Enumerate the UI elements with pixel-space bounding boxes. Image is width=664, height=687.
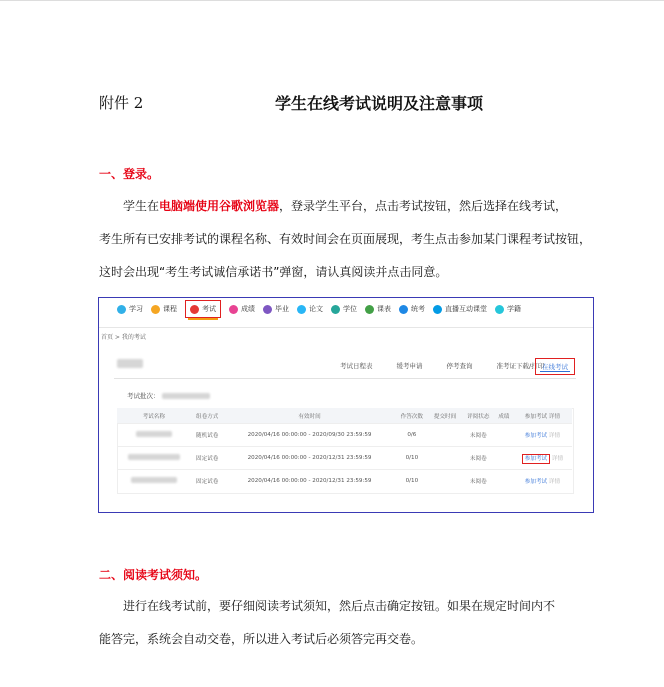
action-cell [513,447,572,470]
mode-cell: 固定试卷 [191,447,224,470]
blurred-course-name [128,454,180,460]
nav-label: 成绩 [241,305,255,313]
nav-item-9[interactable] [433,304,487,314]
nav-label: 统考 [411,305,425,313]
table-row [117,470,572,493]
batch-select[interactable] [162,393,210,399]
submit-time-cell [428,447,461,470]
nav-label: 学籍 [507,305,521,313]
course-icon [151,305,160,314]
submit-time-cell [428,424,461,447]
detail-link[interactable]: 详情 [547,479,561,485]
live-class-icon [433,305,442,314]
nav-label: 学习 [129,305,143,313]
exam-platform-screenshot [98,297,594,513]
nav-item-4[interactable] [263,304,289,314]
table-body [117,424,572,493]
join-exam-link[interactable]: 参加考试 [524,479,548,485]
valid-time-cell: 2020/04/16 00:00:00 - 2020/12/31 23:59:59 [224,470,395,493]
column-header: 参加考试 详情 [513,408,572,424]
column-header: 有效时间 [224,408,395,424]
nav-label: 学位 [343,305,357,313]
nav-label: 课表 [377,305,391,313]
exam-table [117,408,572,492]
course-name-cell [117,447,191,470]
paragraph-line [99,190,577,223]
paragraph-line: 这时会出现“考生考试诚信承诺书”弹窗，请认真阅读并点击同意。 [99,265,448,279]
top-rule [0,0,664,1]
nav-item-6[interactable] [331,304,357,314]
tab-3[interactable]: 准考证下载/打印 [496,362,545,370]
join-exam-link[interactable]: 参加考试 [522,454,550,464]
nav-item-2[interactable] [185,300,221,318]
table-header-row [117,408,572,424]
valid-time-cell: 2020/04/16 00:00:00 - 2020/09/30 23:59:59 [224,424,395,447]
tab-2[interactable]: 停考查询 [446,362,473,370]
attempts-cell: 0/10 [395,470,428,493]
login-paragraph [99,190,592,289]
course-name-cell [117,424,191,447]
tab-0[interactable]: 考试日程表 [340,362,373,370]
column-header: 考试名称 [117,408,191,424]
join-exam-link[interactable]: 参加考试 [524,433,548,439]
document-title: 学生在线考试说明及注意事项 [275,94,484,113]
column-header: 组卷方式 [191,408,224,424]
text-run: 学生在 [123,199,160,213]
paragraph-line: 进行在线考试前，要仔细阅读考试须知，然后点击确定按钮。如果在规定时间内不 [123,599,556,613]
thesis-icon [297,305,306,314]
notice-paragraph [99,590,577,656]
batch-label: 考试批次： [127,392,160,400]
study-icon [117,305,126,314]
top-navigation [99,298,593,320]
nav-item-8[interactable] [399,304,425,314]
graduate-icon [263,305,272,314]
column-header: 评阅状态 [462,408,495,424]
nav-label: 直播互动课堂 [445,305,487,313]
blurred-course-name [131,477,177,483]
text-run: ，登录学生平台，点击考试按钮，然后选择在线考试， [279,199,568,213]
tab-online-exam[interactable]: 在线考试 [535,358,575,375]
nav-item-10[interactable] [495,304,521,314]
section-heading-notice: 二、阅读考试须知。 [99,568,208,582]
nav-label: 论文 [309,305,323,313]
valid-time-cell: 2020/04/16 00:00:00 - 2020/12/31 23:59:59 [224,447,395,470]
batch-filter [127,391,210,400]
nav-label: 考试 [202,305,216,313]
attempts-cell: 0/10 [395,447,428,470]
column-header: 成绩 [495,408,513,424]
score-cell [495,447,513,470]
unified-exam-icon [399,305,408,314]
nav-item-1[interactable] [151,304,177,314]
divider [99,327,593,328]
paragraph-line: 考生所有已安排考试的课程名称、有效时间会在页面展现，考生点击参加某门课程考试按钮， [99,232,592,246]
exam-tabs [340,361,568,370]
action-cell [513,470,572,493]
degree-icon [331,305,340,314]
column-header: 作答次数 [395,408,428,424]
detail-link[interactable]: 详情 [547,433,561,439]
score-cell [495,470,513,493]
section-heading-login: 一、登录。 [99,167,160,181]
title-row [99,92,569,114]
nav-item-3[interactable] [229,304,255,314]
status-cell: 未阅卷 [462,424,495,447]
grade-icon [229,305,238,314]
detail-link[interactable]: 详情 [550,456,564,462]
table-row [117,424,572,447]
browser-requirement: 电脑端使用谷歌浏览器 [159,199,280,213]
blurred-logo [117,359,143,368]
status-cell: 未阅卷 [462,447,495,470]
mode-cell: 随机试卷 [191,424,224,447]
exam-icon [190,305,199,314]
annex-label: 附件 2 [99,94,144,112]
attempts-cell: 0/6 [395,424,428,447]
nav-label: 课程 [163,305,177,313]
action-cell [513,424,572,447]
paragraph-line: 能答完，系统会自动交卷，所以进入考试后必须答完再交卷。 [99,632,424,646]
table-row [117,447,572,470]
breadcrumb: 首页 > 我的考试 [101,334,146,341]
schedule-icon [365,305,374,314]
tab-1[interactable]: 缓考申请 [396,362,423,370]
nav-item-5[interactable] [297,304,323,314]
mode-cell: 固定试卷 [191,470,224,493]
submit-time-cell [428,470,461,493]
course-name-cell [117,470,191,493]
blurred-course-name [136,431,172,437]
tab-divider [114,378,576,379]
nav-item-7[interactable] [365,304,391,314]
status-icon [495,305,504,314]
status-cell: 未阅卷 [462,470,495,493]
nav-item-0[interactable] [117,304,143,314]
score-cell [495,424,513,447]
column-header: 提交时间 [428,408,461,424]
nav-label: 毕业 [275,305,289,313]
